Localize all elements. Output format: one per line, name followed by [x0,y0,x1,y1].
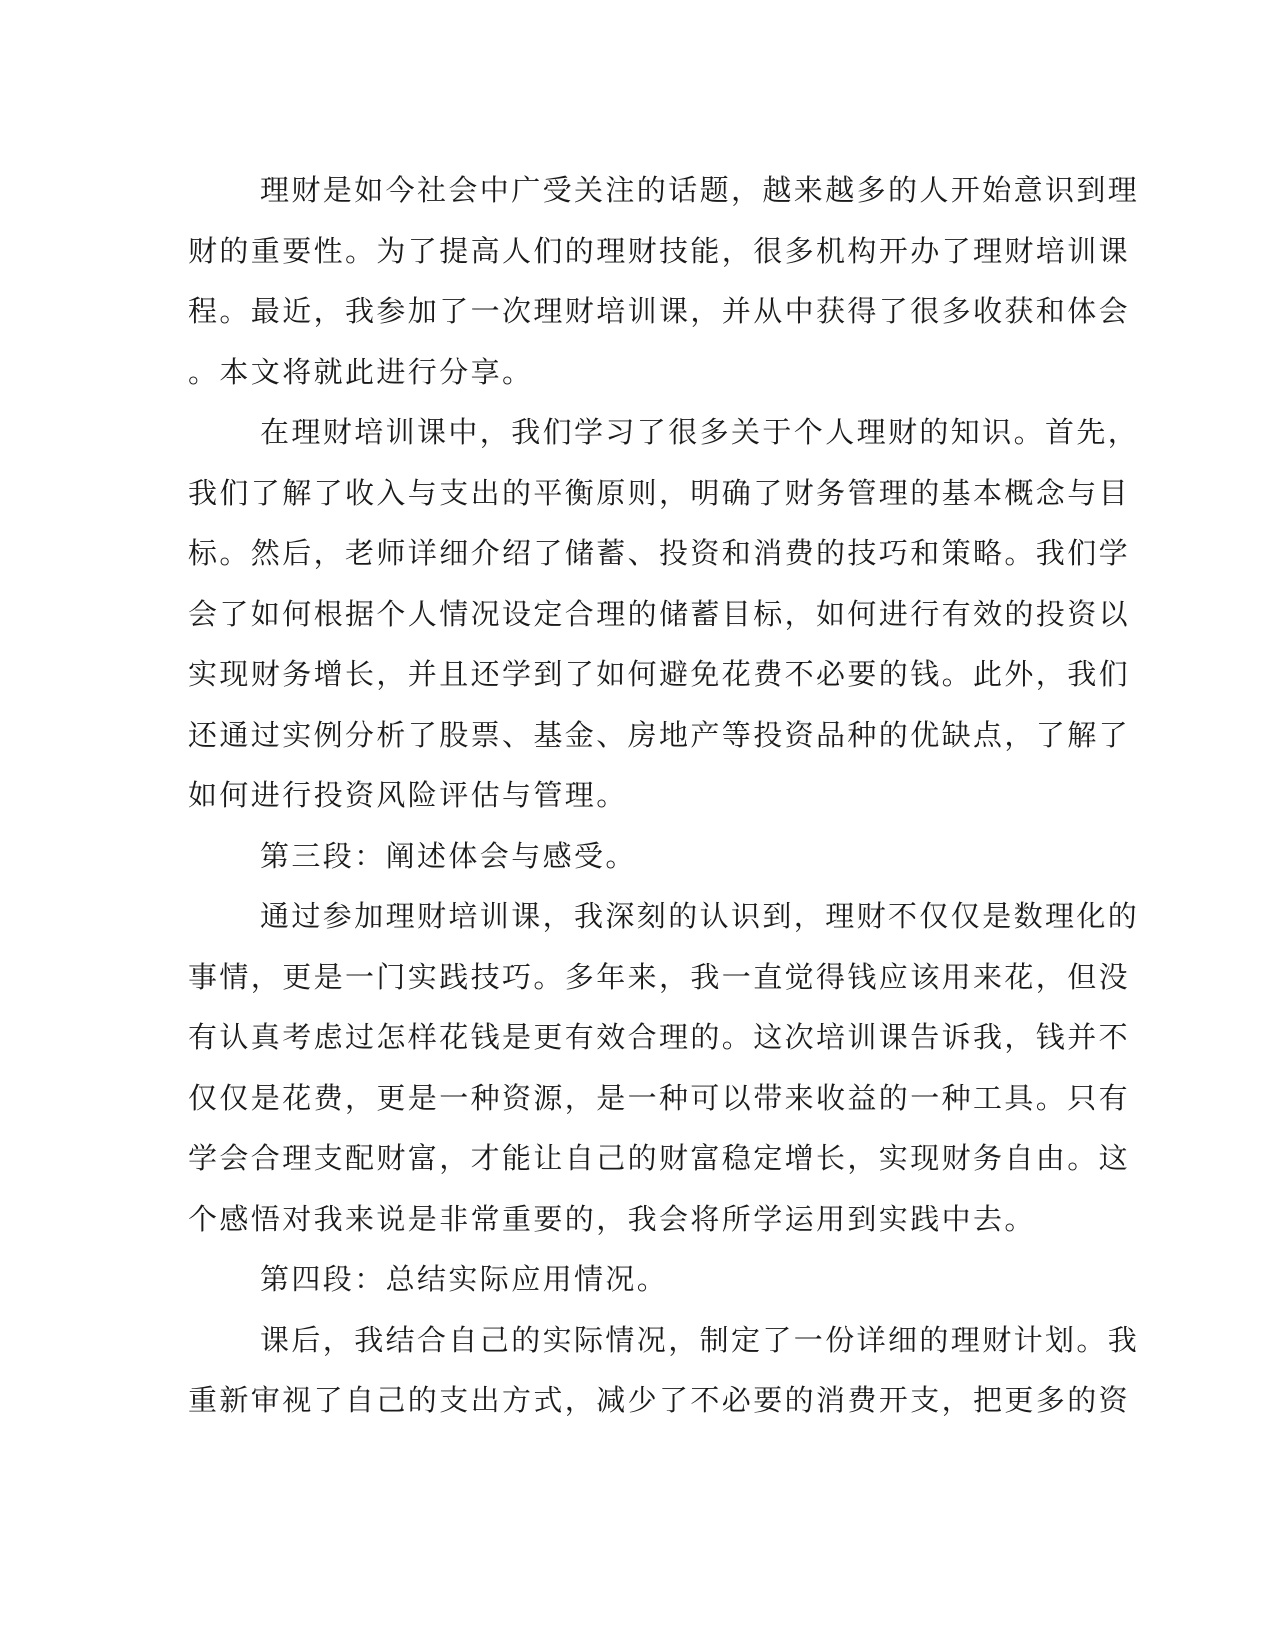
text-line: 实现财务增长，并且还学到了如何避免花费不必要的钱。此外，我们 [188,657,1131,691]
section-heading: 第三段：阐述体会与感受。 [260,838,637,873]
text-line: 程。最近，我参加了一次理财培训课，并从中获得了很多收获和体会 [188,294,1131,328]
text-line: 课后，我结合自己的实际情况，制定了一份详细的理财计划。我 [260,1322,1140,1357]
text-line: 学会合理支配财富，才能让自己的财富稳定增长，实现财务自由。这 [188,1141,1131,1175]
document-body [188,160,1140,1431]
text-line: 我们了解了收入与支出的平衡原则，明确了财务管理的基本概念与目 [188,475,1131,510]
text-line: 有认真考虑过怎样花钱是更有效合理的。这次培训课告诉我，钱并不 [188,1020,1131,1054]
text-line: 还通过实例分析了股票、基金、房地产等投资品种的优缺点，了解了 [188,717,1131,752]
text-line: 事情，更是一门实践技巧。多年来，我一直觉得钱应该用来花，但没 [188,959,1131,994]
text-line: 如何进行投资风险评估与管理。 [188,778,628,812]
text-line: 重新审视了自己的支出方式，减少了不必要的消费开支，把更多的资 [188,1383,1131,1417]
text-line: 个感悟对我来说是非常重要的，我会将所学运用到实践中去。 [188,1201,1036,1236]
text-line: 在理财培训课中，我们学习了很多关于个人理财的知识。首先， [260,415,1140,449]
text-line: 。本文将就此进行分享。 [188,354,534,389]
text-line: 财的重要性。为了提高人们的理财技能，很多机构开办了理财培训课 [188,233,1131,268]
text-line: 理财是如今社会中广受关注的话题，越来越多的人开始意识到理 [260,173,1140,207]
text-line: 会了如何根据个人情况设定合理的储蓄目标，如何进行有效的投资以 [188,596,1131,631]
text-line: 仅仅是花费，更是一种资源，是一种可以带来收益的一种工具。只有 [188,1080,1131,1115]
text-line: 标。然后，老师详细介绍了储蓄、投资和消费的技巧和策略。我们学 [188,536,1131,570]
text-line: 通过参加理财培训课，我深刻的认识到，理财不仅仅是数理化的 [260,899,1140,933]
section-heading: 第四段：总结实际应用情况。 [260,1262,669,1296]
